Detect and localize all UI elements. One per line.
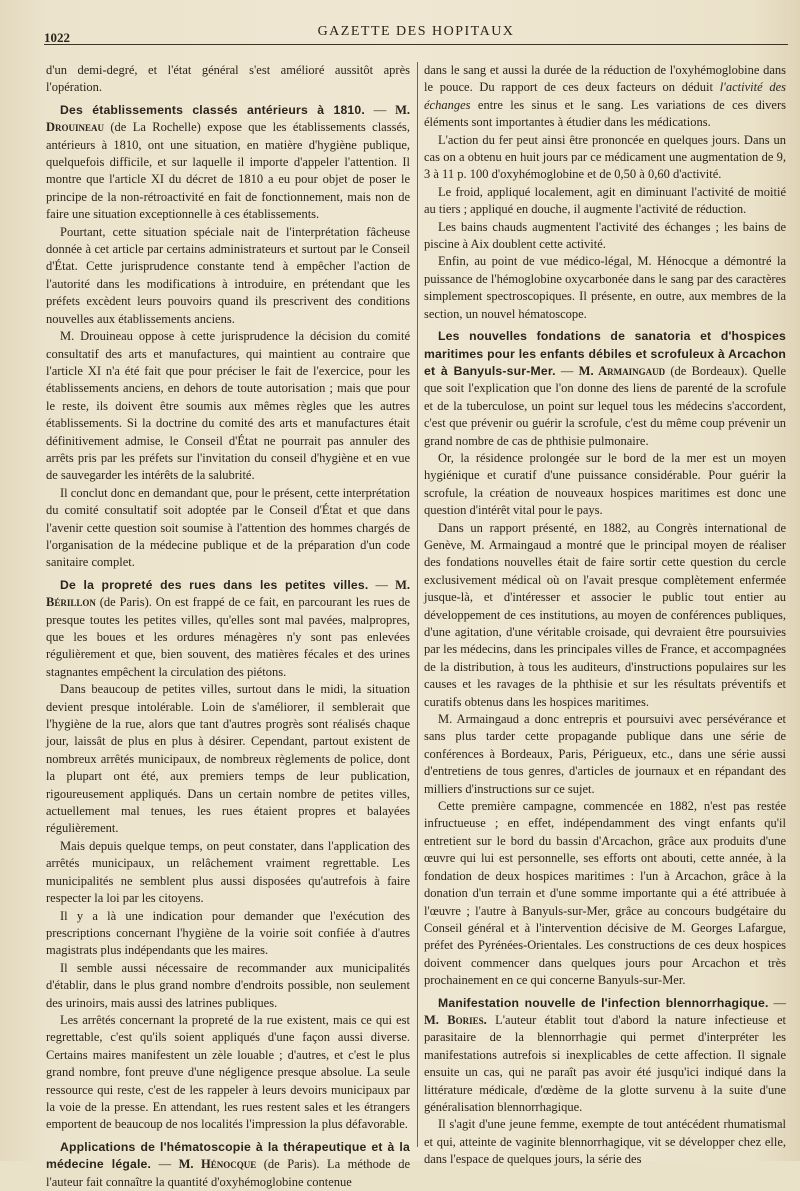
- section-heading: Les nouvelles fondations de sanatoria et d'hospices maritimes pour les enfants débiles et scrofuleux à Arcachon et à Banyuls-sur-Mer.: [424, 329, 786, 378]
- section-infection-blennorrhagique: [424, 995, 786, 1117]
- section-proprete-des-rues: [46, 577, 410, 681]
- paragraph: M. Armaingaud a donc entrepris et poursuivi avec persévérance et sans plus tarder cette propagande publique dans une série de conférences à Bordeaux, Paris, Périgueux, etc., dans une série aussi d'entretiens de tous genres, d'articles de journaux et en répandant des milliers d'instructions sur ce sujet.: [424, 712, 786, 796]
- left-column: [46, 62, 411, 1189]
- paragraph: [424, 62, 786, 132]
- paragraph-text: entre les sinus et le sang. Les variations de ces divers éléments sont importantes à étudier dans les médications.: [424, 97, 786, 130]
- paragraph: Il semble aussi nécessaire de recommander aux municipalités d'établir, dans le plus grand nombre d'endroits possible, non seulement des urinoirs, mais aussi des latrines publiques.: [46, 960, 410, 1010]
- dash: —: [364, 102, 396, 117]
- section-text: (de Bordeaux). Quelle que soit l'explication que l'on donne des liens de parenté de la scrofule et de la tuberculose, un point sur lequel tous les médecins s'accordent, c'est que prévenir ou guérir la scrofule, c'est du même coup prévenir un grand nombre de cas de phthisie pulmonaire.: [424, 363, 787, 448]
- page-number: 1022: [44, 30, 70, 45]
- paragraph: Mais depuis quelque temps, on peut constater, dans l'application des arrêtés municipaux, un relâchement vraiment regrettable. Les municipalités ne semblent plus aussi disposées qu'autrefois à faire respecter la loi par les citoyens.: [46, 838, 410, 906]
- dash: —: [151, 1157, 179, 1172]
- paragraph: Enfin, au point de vue médico-légal, M. Hénocque a démontré la puissance de l'hémoglobine oxycarbonée dans le sang par des caractères simplement spectroscopiques. Il présente, en outre, aux membres de la section, un nouvel hématoscope.: [424, 254, 786, 321]
- paragraph: Il s'agit d'une jeune femme, exempte de tout antécédent rhumatismal et qui, atteinte de vaginite blennorrhagique, vit se développer chez elle, dans l'espace de quelques jours, la série des: [424, 1117, 786, 1167]
- section-text: L'auteur établit tout d'abord la nature infectieuse et parasitaire de la blennorrhagie qui permet d'interpréter les manifestations autrefois si inexplicables de cette affection. Il signale ensuite un cas, qui ne paraît pas avoir été jusqu'ici indiqué dans la littérature médicale, d'œdème de la glotte survenu à la suite d'une généralisation blennorrhagique.: [424, 1012, 786, 1114]
- paragraph: Il conclut donc en demandant que, pour le présent, cette interprétation du comité consultatif soit adoptée par le Conseil d'État et que dans l'avenir cette question soit soumise à l'attention des hommes chargés de l'organisation de la médecine publique et de la préparation d'un code sanitaire complet.: [46, 485, 410, 570]
- author-name: M. Bories.: [424, 1012, 487, 1027]
- section-etablissements-classes: [46, 102, 410, 224]
- journal-title: GAZETTE DES HOPITAUX: [317, 24, 515, 39]
- paragraph: Le froid, appliqué localement, agit en diminuant l'activité de moitié au tiers ; appliqué en douche, il augmente l'activité de réduction.: [424, 184, 786, 217]
- dash: —: [368, 577, 396, 592]
- dash: —: [555, 363, 579, 378]
- paragraph: M. Drouineau oppose à cette jurisprudence la décision du comité consultatif des arts et manufactures, qui maintient au contraire que l'article XI n'a été fait que pour préciser le fait de l'exercice, pour les établissements anciens, en dehors de toute autorisation ; mais que pour le reste, ils doivent être soumis aux mêmes règles que les autres établissements. Si la doctrine du comité des arts et manufactures était définitivement admise, le Conseil d'État ne pourrait pas annuler des arrêts pris par les préfets sur l'invitation du conseil d'hygiène et en vue de sauvegarder les intérêts de la salubrité.: [46, 329, 410, 483]
- section-text: (de La Rochelle) expose que les établissements classés, antérieurs à 1810, ont une situation, en matière d'hygiène publique, quelquefois difficile, et sur laquelle il importe d'appeler l'attention. Il montre que l'article XI du décret de 1810 a eu pour objet de poser le principe de la non-rétroactivité en fait de fonctionnement, mais non de faire une situation exceptionnelle à ces établissements.: [46, 120, 410, 222]
- section-text: (de Paris). On est frappé de ce fait, en parcourant les rues de presque toutes les petites villes, qu'elles sont mal pavées, malpropres, que les boues et les ordures ménagères n'y sont pas enlevées régulièrement et que, bien souvent, des matières fécales et des urines stagnantes empêchent la circulation des piétons.: [46, 595, 410, 679]
- dash: —: [768, 995, 786, 1010]
- paragraph: Les arrêtés concernant la propreté de la rue existent, mais ce qui est regrettable, c'est qu'ils soient appliqués d'une façon aussi diverse. Certains maires manifestent un zèle louable ; d'autres, et c'est le plus grand nombre, font preuve d'une négligence presque absolue. La seule ressource qui reste, c'est de les rappeler à leurs devoirs municipaux par la voie de la presse. En attendant, les rues restent sales et les étrangers emportent de beaucoup de nos localités l'impression la plus défavorable.: [46, 1012, 410, 1132]
- page-header: [44, 20, 788, 45]
- paragraph: Dans un rapport présenté, en 1882, au Congrès international de Genève, M. Armaingaud a montré que le principal moyen de réaliser des fondations nouvelles était de faire sortir cette question du cercle exclusivement médical où on l'avait presque complètement enfermée jusque-là, et d'intéresser et associer le public tout entier au développement de ces institutions, au moyen de conférences publiques, d'une agitation, d'une véritable croisade, qui devraient être poursuivies par les médecins, dans les principales villes de France, et accompagnées de la distribution, à tous les auditeurs, d'instructions populaires sur les causes et les ravages de la phthisie et sur les résultats préventifs et curatifs obtenus dans les hospices maritimes.: [424, 520, 786, 709]
- paragraph: Pourtant, cette situation spéciale nait de l'interprétation fâcheuse donnée à cet article par certains administrateurs et surtout par le Conseil d'État. Cette jurisprudence constante tend à empêcher l'action de l'autorité dans les modifications à introduire, en prétendant que les préfets excèdent leurs pouvoirs quand ils prescrivent des conditions nouvelles aux établissements anciens.: [46, 224, 410, 326]
- paragraph: Il y a là une indication pour demander que l'exécution des prescriptions concernant l'hygiène de la voirie soit confiée à d'autres magistrats plus indépendants que les maires.: [46, 908, 410, 958]
- paragraph: Or, la résidence prolongée sur le bord de la mer est un moyen hygiénique et curatif d'une puissance considérable. Pour guérir la scrofule, la création de nouveaux hospices maritimes est donc une question d'intérêt vital pour le pays.: [424, 450, 786, 518]
- author-name: M. Drouineau: [46, 102, 410, 135]
- paragraph: L'action du fer peut ainsi être prononcée en quelques jours. Dans un cas on a obtenu en huit jours par ce médicament une augmentation de 9, 3 à 11 p. 100 d'oxyhémoglobine et de 0,50 à 0,60 d'activité.: [424, 132, 786, 182]
- right-column: [424, 62, 787, 1167]
- author-name: M. Armaingaud: [578, 363, 666, 378]
- paragraph: Cette première campagne, commencée en 1882, n'est pas restée infructueuse ; en effet, indépendamment des vingt enfants qu'il entretient sur le bord du bassin d'Arcachon, grâce aux produits d'une œuvre qui lui est personnelle, ses efforts ont abouti, cette année, à la fondation de deux hospices maritimes : l'un à Arcachon, grâce à la donation d'un terrain et d'une somme importante qui a été attribuée à l'œuvre ; l'autre à Banyuls-sur-Mer, grâce au concours budgétaire du Conseil général et à l'intervention décisive de M. Georges Lafargue, préfet des Pyrénées-Orientales. Les constructions de ces deux hospices doivent commencer dans quelques jours pour Arcachon et très prochainement en ce qui concerne Banyuls-sur-Mer.: [424, 799, 786, 988]
- paragraph: Les bains chauds augmentent l'activité des échanges ; les bains de piscine à Aix doublent cette activité.: [424, 219, 786, 252]
- section-heading: Des établissements classés antérieurs à 1810.: [60, 102, 365, 117]
- author-name: M. Bérillon: [46, 577, 410, 610]
- section-heading: De la propreté des rues dans les petites villes.: [60, 577, 369, 592]
- column-divider: [417, 62, 418, 1147]
- paragraph: Dans beaucoup de petites villes, surtout dans le midi, la situation devient presque intolérable. Loin de s'améliorer, il semblerait que l'hygiène de la rue, alors que tant d'autres progrès sont réalisés chaque jour, laissât de plus en plus à désirer. Cependant, partout existent de nombreux arrêtés municipaux, de nombreux règlements de police, dont la plupart ont été, aux premiers temps de leur publication, rigoureusement appliqués. Dans un certain nombre de petites villes, actuellement mal tenues, les rues étaient propres et balayées régulièrement.: [46, 682, 410, 836]
- section-heading: Manifestation nouvelle de l'infection blennorrhagique.: [438, 995, 769, 1010]
- section-sanatoria-hospices: [424, 328, 786, 450]
- section-hematoscopie: [46, 1139, 410, 1191]
- author-name: M. Hénocque: [178, 1157, 257, 1172]
- header-rule: [44, 44, 788, 45]
- section-text: (de Paris). La méthode de l'auteur fait connaître la quantité d'oxyhémoglobine contenue: [46, 1157, 411, 1189]
- emphasis-text: l'activité des échanges: [424, 80, 786, 112]
- section-heading: Applications de l'hématoscopie à la thérapeutique et à la médecine légale.: [46, 1139, 410, 1172]
- paragraph-text: dans le sang et aussi la durée de la réduction de l'oxyhémoglobine dans le pouce. Du rapport de ces deux facteurs on déduit: [424, 63, 786, 95]
- paragraph: d'un demi-degré, et l'état général s'est amélioré aussitôt après l'opération.: [46, 63, 410, 95]
